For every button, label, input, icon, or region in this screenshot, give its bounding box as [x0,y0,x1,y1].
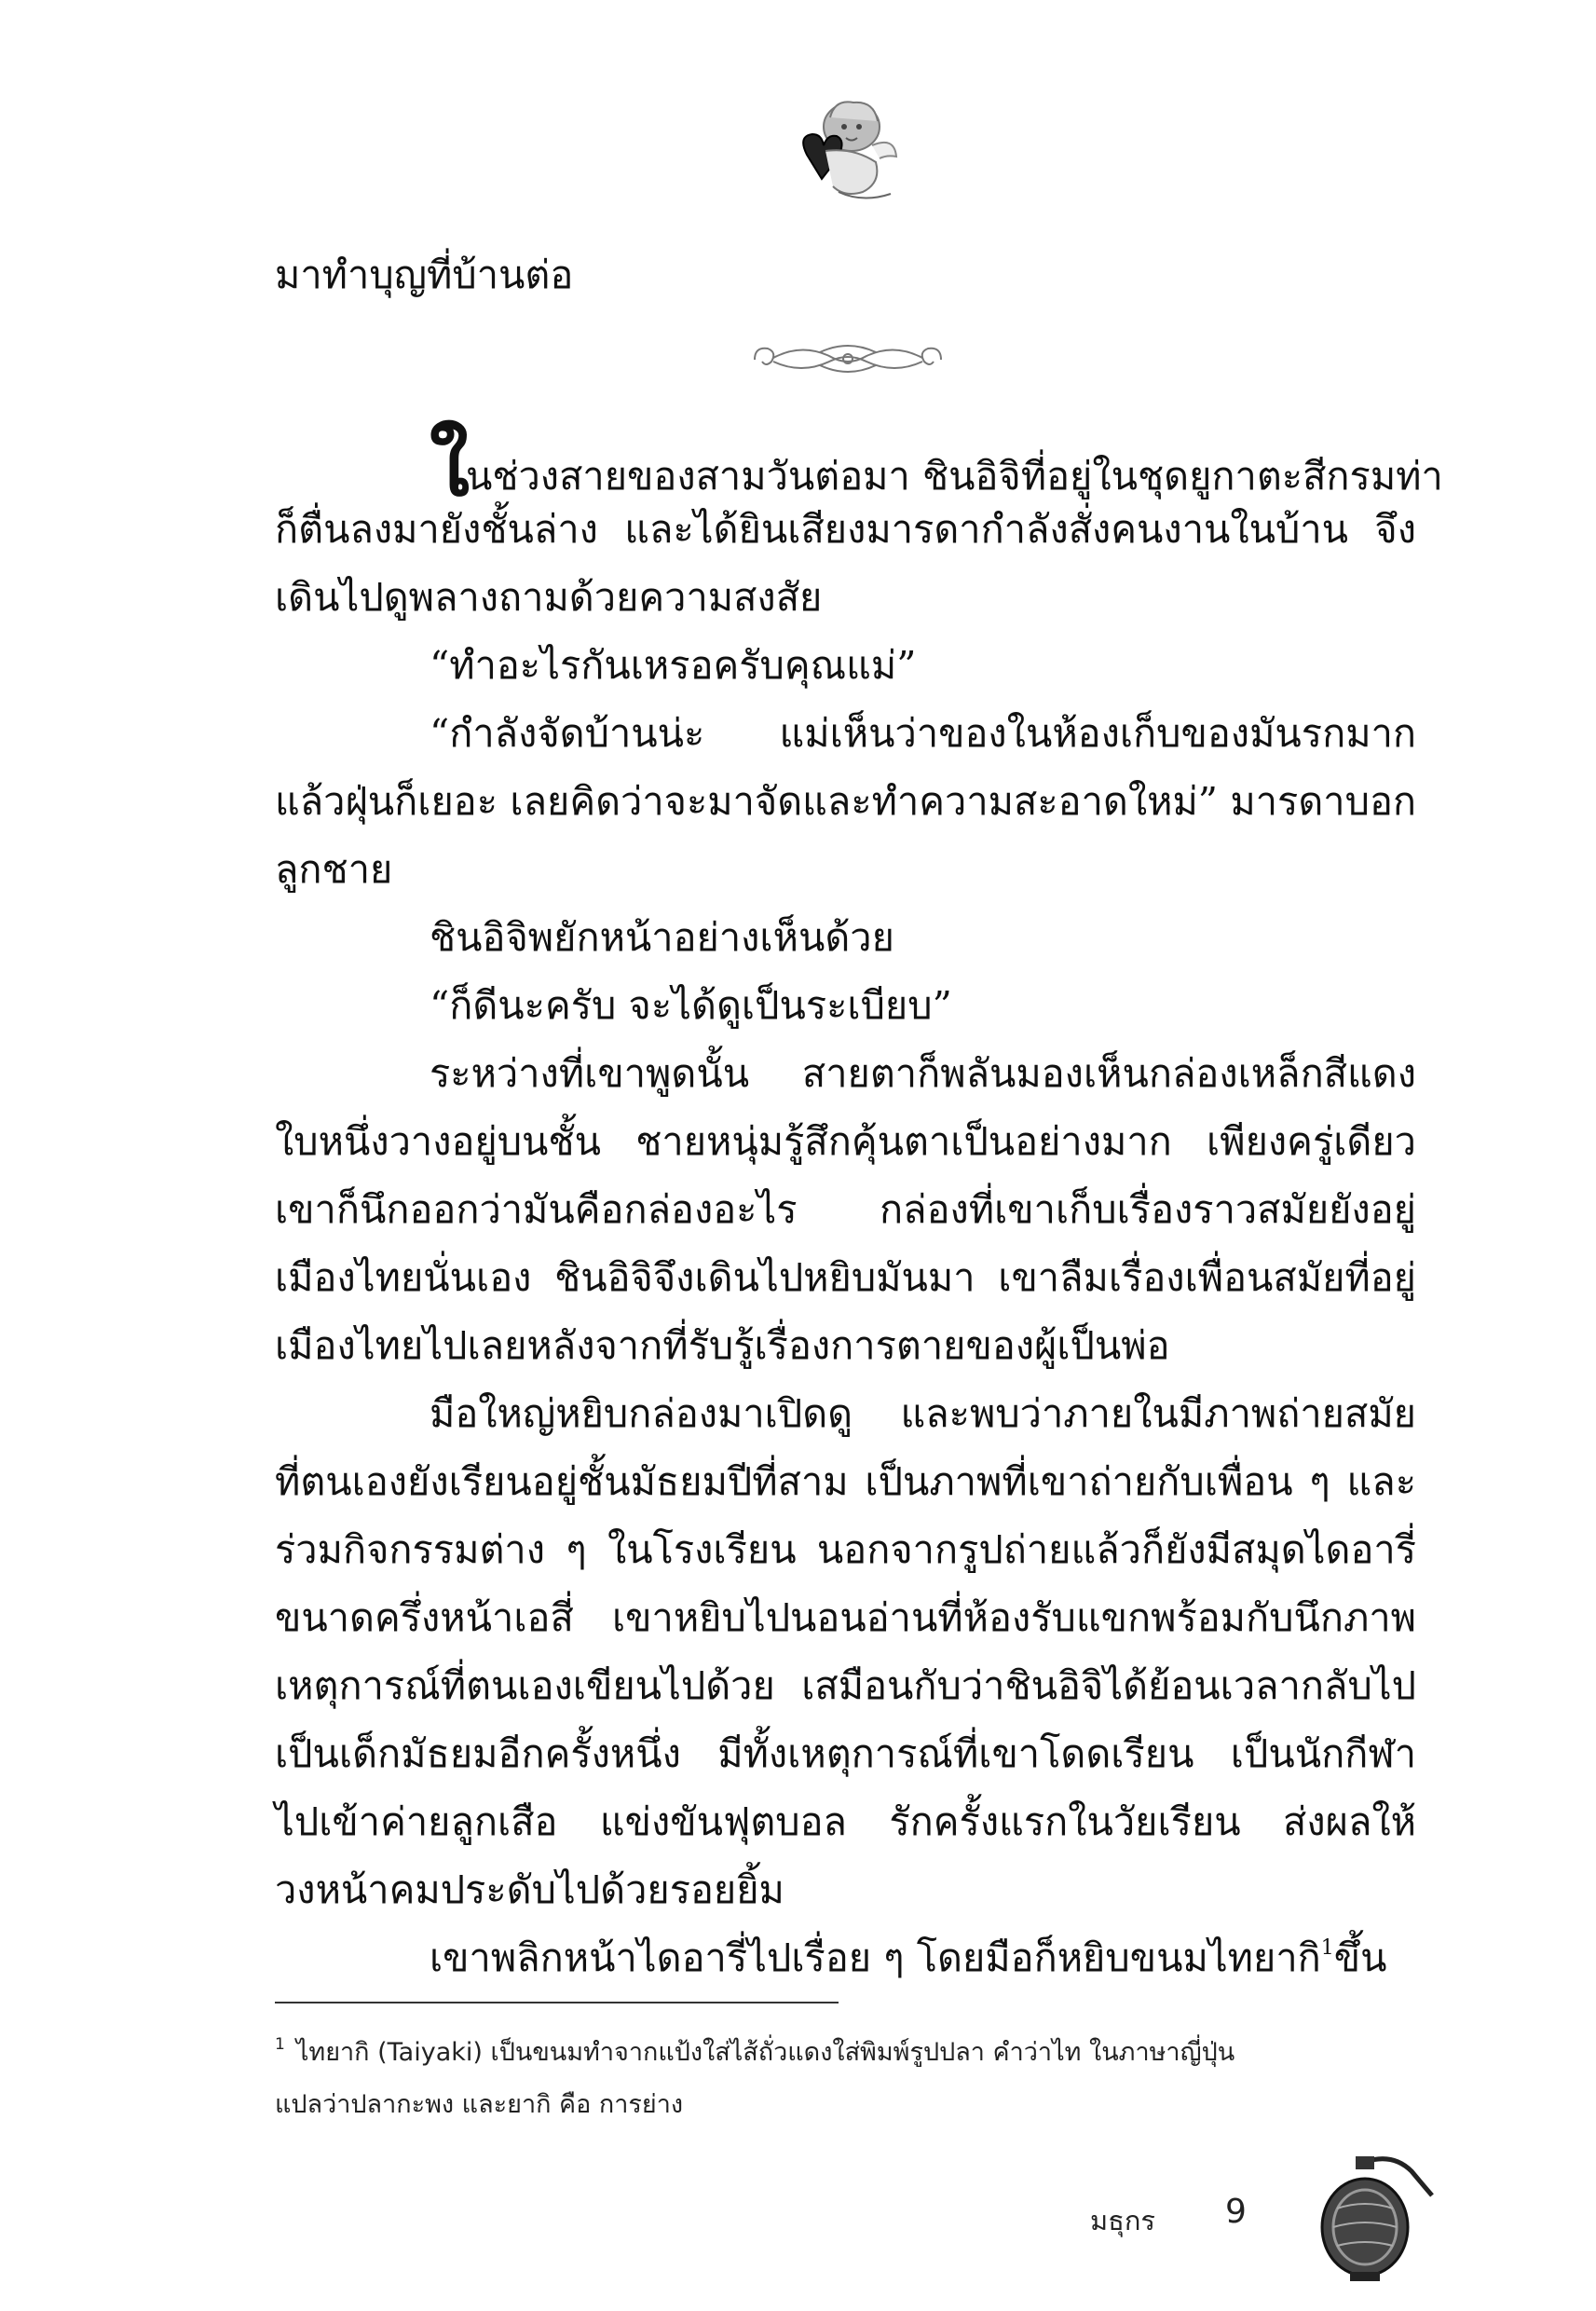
paragraph-line: ในช่วงสายของสามวันต่อมา ชินอิจิที่อยู่ในชุดยูกาตะสีกรมท่า [430,417,1443,514]
paragraph-line: วงหน้าคมประดับไปด้วยรอยยิ้ม [275,1867,784,1912]
paragraph-line: เมืองไทยไปเลยหลังจากที่รับรู้เรื่องการตายของผู้เป็นพ่อ [275,1322,1170,1368]
paragraph-line: เขาก็นึกออกว่ามันคือกล่องอะไร กล่องที่เขาเก็บเรื่องราวสมัยยังอยู่ [275,1186,1416,1232]
paragraph-line: ระหว่างที่เขาพูดนั้น สายตาก็พลันมองเห็นกล่องเหล็กสีแดง [430,1050,1416,1096]
cherub-with-heart-icon [779,89,900,211]
paragraph-line: เขาพลิกหน้าไดอารี่ไปเรื่อย ๆ โดยมือก็หยิบขนมไทยากิ$^1$ขึ้น [430,1935,1387,1980]
paragraph-line: ขนาดครึ่งหน้าเอสี่ เขาหยิบไปนอนอ่านที่ห้องรับแขกพร้อมกับนึกภาพ [275,1594,1416,1640]
paragraph-line: ร่วมกิจกรรมต่าง ๆ ในโรงเรียน นอกจากรูปถ่ายแล้วก็ยังมีสมุดไดอารี่ [275,1526,1416,1572]
paragraph-line: ไปเข้าค่ายลูกเสือ แข่งขันฟุตบอล รักครั้งแรกในวัยเรียน ส่งผลให้ [275,1798,1416,1844]
paragraph-line: ลูกชาย [275,846,393,892]
footnote-number: 1 [275,2035,285,2054]
footnote-line: แปลว่าปลากะพง และยากิ คือ การย่าง [275,2090,684,2119]
footnote-reference[interactable]: 1 [1320,1936,1334,1960]
paragraph-line: ใบหนึ่งวางอยู่บนชั้น ชายหนุ่มรู้สึกคุ้นตาเป็นอย่างมาก เพียงครู่เดียว [275,1118,1416,1164]
paragraph-line: มือใหญ่หยิบกล่องมาเปิดดู และพบว่าภายในมีภาพถ่ายสมัย [430,1390,1416,1436]
dialogue-line: “ทำอะไรกันเหรอครับคุณแม่” [430,642,917,688]
continued-text-line: มาทำบุญที่บ้านต่อ [275,252,574,297]
footnote-rule [275,2002,839,2003]
dialogue-line: “กำลังจัดบ้านน่ะ แม่เห็นว่าของในห้องเก็บของมันรกมาก [430,710,1416,756]
paragraph-line: ที่ตนเองยังเรียนอยู่ชั้นมัธยมปีที่สาม เป็นภาพที่เขาถ่ายกับเพื่อน ๆ และ [275,1458,1416,1504]
paragraph-line: เดินไปดูพลางถามด้วยความสงสัย [275,574,823,620]
lantern-icon [1290,2134,1439,2283]
paragraph-line: แล้วฝุ่นก็เยอะ เลยคิดว่าจะมาจัดและทำความสะอาดใหม่” มารดาบอก [275,778,1416,824]
paragraph-line: ชินอิจิพยักหน้าอย่างเห็นด้วย [430,914,894,960]
drop-cap: ใ [430,417,466,514]
scroll-divider-icon [745,335,950,382]
paragraph-line: เป็นเด็กมัธยมอีกครั้งหนึ่ง มีทั้งเหตุการณ์ที่เขาโดดเรียน เป็นนักกีฬา [275,1730,1416,1776]
paragraph-line: ก็ตื่นลงมายังชั้นล่าง และได้ยินเสียงมารดากำลังสั่งคนงานในบ้าน จึง [275,506,1416,552]
running-title: มธุกร [1090,2205,1155,2236]
dialogue-line: “ก็ดีนะครับ จะได้ดูเป็นระเบียบ” [430,982,952,1028]
footnote [275,2018,1416,2131]
paragraph-line: เหตุการณ์ที่ตนเองเขียนไปด้วย เสมือนกับว่าชินอิจิได้ย้อนเวลากลับไป [275,1662,1416,1708]
page-number: 9 [1225,2193,1247,2231]
footnote-line: $^1$ ไทยากิ (Taiyaki) เป็นขนมทำจากแป้งใส่ไส้ถั่วแดงใส่พิมพ์รูปปลา คำว่าไท ในภาษาญี่ปุ่น [275,2035,1235,2067]
paragraph-line: เมืองไทยนั่นเอง ชินอิจิจึงเดินไปหยิบมันมา เขาลืมเรื่องเพื่อนสมัยที่อยู่ [275,1254,1416,1300]
